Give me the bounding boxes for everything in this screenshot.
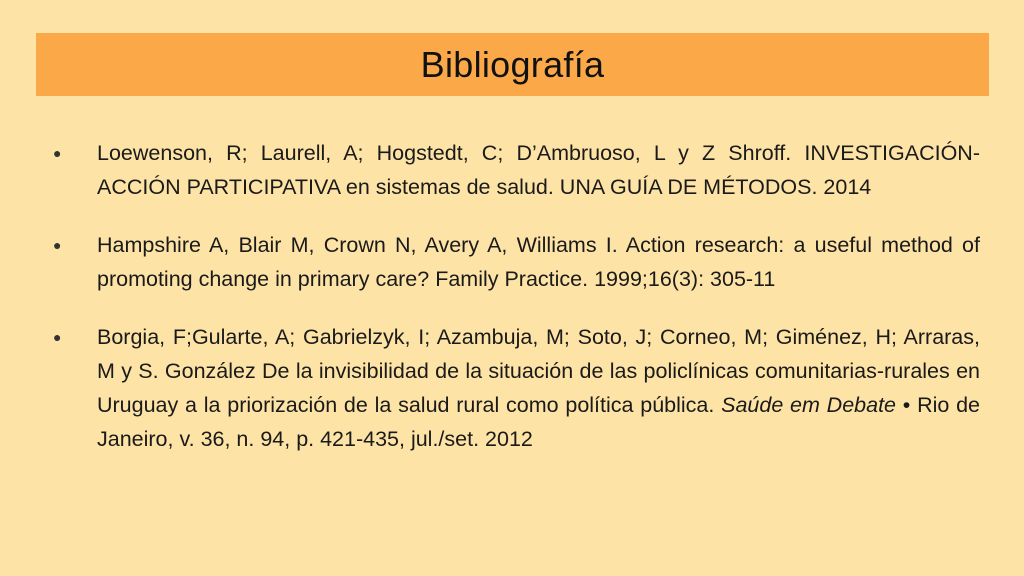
reference-text: Loewenson, R; Laurell, A; Hogstedt, C; D’Ambruoso, L y Z Shroff. INVESTIGACIÓN-ACCIÓN PARTICIPATIVA en sistemas de salud. UNA GUÍA DE MÉTODOS. 2014 xyxy=(97,141,980,199)
slide-title: Bibliografía xyxy=(420,43,605,85)
reference-text: Hampshire A, Blair M, Crown N, Avery A, Williams I. Action research: a useful method of promoting change in primary care? Family Practice. 1999;16(3): 305-11 xyxy=(97,233,980,291)
reference-item-1 xyxy=(50,136,980,204)
reference-item-2 xyxy=(50,228,980,296)
title-banner xyxy=(36,33,989,96)
bibliography-list xyxy=(50,136,980,480)
bullet-icon: ● xyxy=(53,329,62,345)
reference-text: Borgia, F;Gularte, A; Gabrielzyk, I; Azambuja, M; Soto, J; Corneo, M; Giménez, H; Arraras, M y S. González De la invisibilidad de la situación de las policlínicas comunitarias-rurales en Uruguay a la priorización de la salud rural como política pública. xyxy=(97,325,980,417)
journal-name: Saúde em Debate xyxy=(721,393,897,417)
reference-text-continued: • Rio de Janeiro, v. 36, n. 94, p. 421-435, jul./set. 2012 xyxy=(97,393,980,451)
bullet-icon: ● xyxy=(53,237,62,253)
bullet-icon: ● xyxy=(53,145,62,161)
reference-item-3 xyxy=(50,320,980,456)
